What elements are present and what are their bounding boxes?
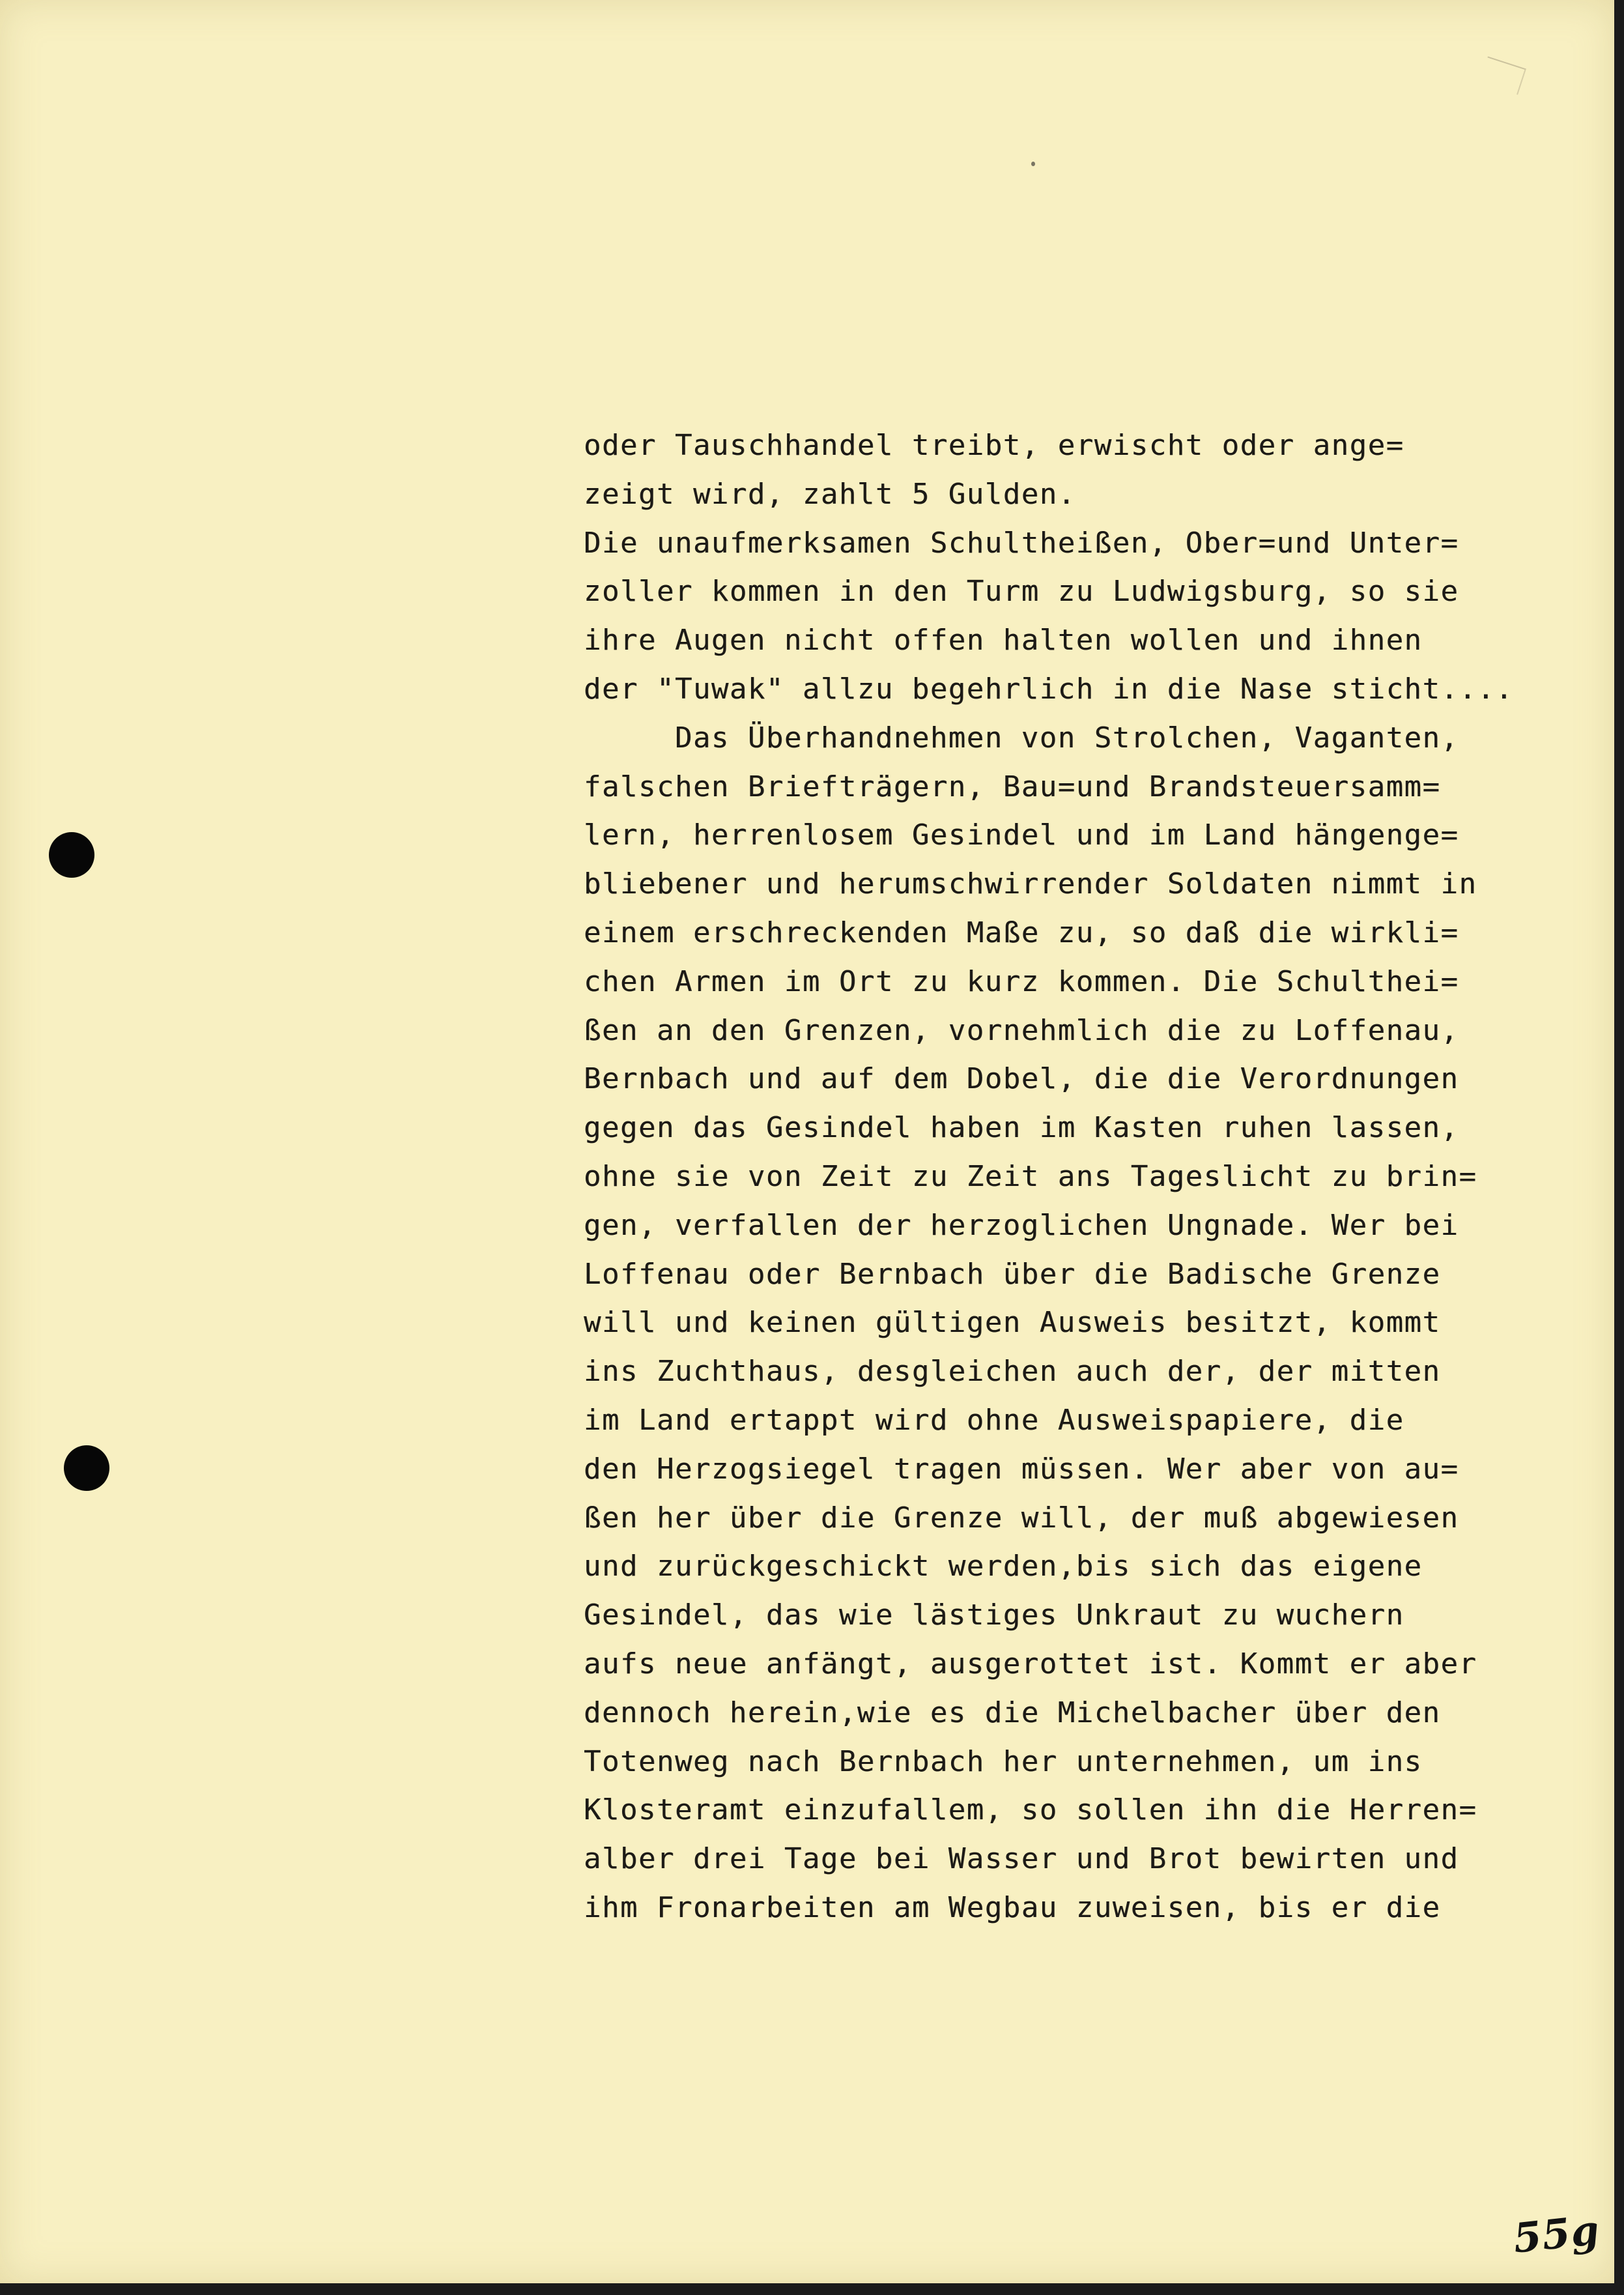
text-line: Bernbach und auf dem Dobel, die die Verordnungen [584, 1062, 1459, 1096]
handwritten-page-number: 55g [1511, 2206, 1603, 2262]
text-line: und zurückgeschickt werden,bis sich das eigene [584, 1550, 1423, 1583]
text-line: lern, herrenlosem Gesindel und im Land hängenge= [584, 818, 1459, 852]
text-line: ins Zuchthaus, desgleichen auch der, der mitten [584, 1355, 1441, 1389]
text-line: im Land ertappt wird ohne Ausweispapiere, die [584, 1403, 1404, 1437]
text-line: ihm Fronarbeiten am Wegbau zuweisen, bis er die [584, 1890, 1441, 1924]
text-line: Klosteramt einzufallem, so sollen ihn die Herren= [584, 1793, 1477, 1827]
text-line: ihre Augen nicht offen halten wollen und ihnen [584, 624, 1423, 657]
typewritten-text-body [584, 422, 1587, 1933]
text-line: oder Tauschhandel treibt, erwischt oder ange= [584, 429, 1404, 462]
text-line: Die unaufmerksamen Schultheißen, Ober=und Unter= [584, 526, 1459, 560]
text-line: alber drei Tage bei Wasser und Brot bewirten und [584, 1842, 1459, 1876]
text-line: Loffenau oder Bernbach über die Badische Grenze [584, 1257, 1441, 1291]
text-line: der "Tuwak" allzu begehrlich in die Nase sticht.... [584, 672, 1514, 706]
text-line: zeigt wird, zahlt 5 Gulden. [584, 477, 1076, 511]
text-line: ßen her über die Grenze will, der muß abgewiesen [584, 1501, 1459, 1535]
punch-hole-bottom [64, 1445, 109, 1491]
text-line: zoller kommen in den Turm zu Ludwigsburg, so sie [584, 575, 1459, 609]
text-line: dennoch herein,wie es die Michelbacher über den [584, 1696, 1441, 1729]
text-line: ßen an den Grenzen, vornehmlich die zu Loffenau, [584, 1013, 1459, 1047]
text-line: gegen das Gesindel haben im Kasten ruhen lassen, [584, 1111, 1459, 1145]
text-line: Das Überhandnehmen von Strolchen, Vaganten, [584, 721, 1459, 755]
text-line: den Herzogsiegel tragen müssen. Wer aber von au= [584, 1452, 1459, 1486]
text-line: gen, verfallen der herzoglichen Ungnade. Wer bei [584, 1208, 1459, 1242]
corner-pencil-mark [1479, 56, 1526, 94]
text-line: einem erschreckenden Maße zu, so daß die wirkli= [584, 916, 1459, 949]
text-line: ohne sie von Zeit zu Zeit ans Tageslicht zu brin= [584, 1159, 1477, 1193]
text-line: falschen Briefträgern, Bau=und Brandsteuersamm= [584, 770, 1441, 803]
text-line: bliebener und herumschwirrender Soldaten nimmt in [584, 867, 1477, 901]
text-line: Gesindel, das wie lästiges Unkraut zu wuchern [584, 1598, 1404, 1632]
paper-speck [1031, 162, 1035, 166]
text-line: Totenweg nach Bernbach her unternehmen, um ins [584, 1744, 1423, 1778]
text-line: chen Armen im Ort zu kurz kommen. Die Schulthei= [584, 964, 1459, 998]
text-line: aufs neue anfängt, ausgerottet ist. Kommt er aber [584, 1647, 1477, 1681]
punch-hole-top [49, 832, 94, 878]
text-line: will und keinen gültigen Ausweis besitzt, kommt [584, 1306, 1441, 1340]
